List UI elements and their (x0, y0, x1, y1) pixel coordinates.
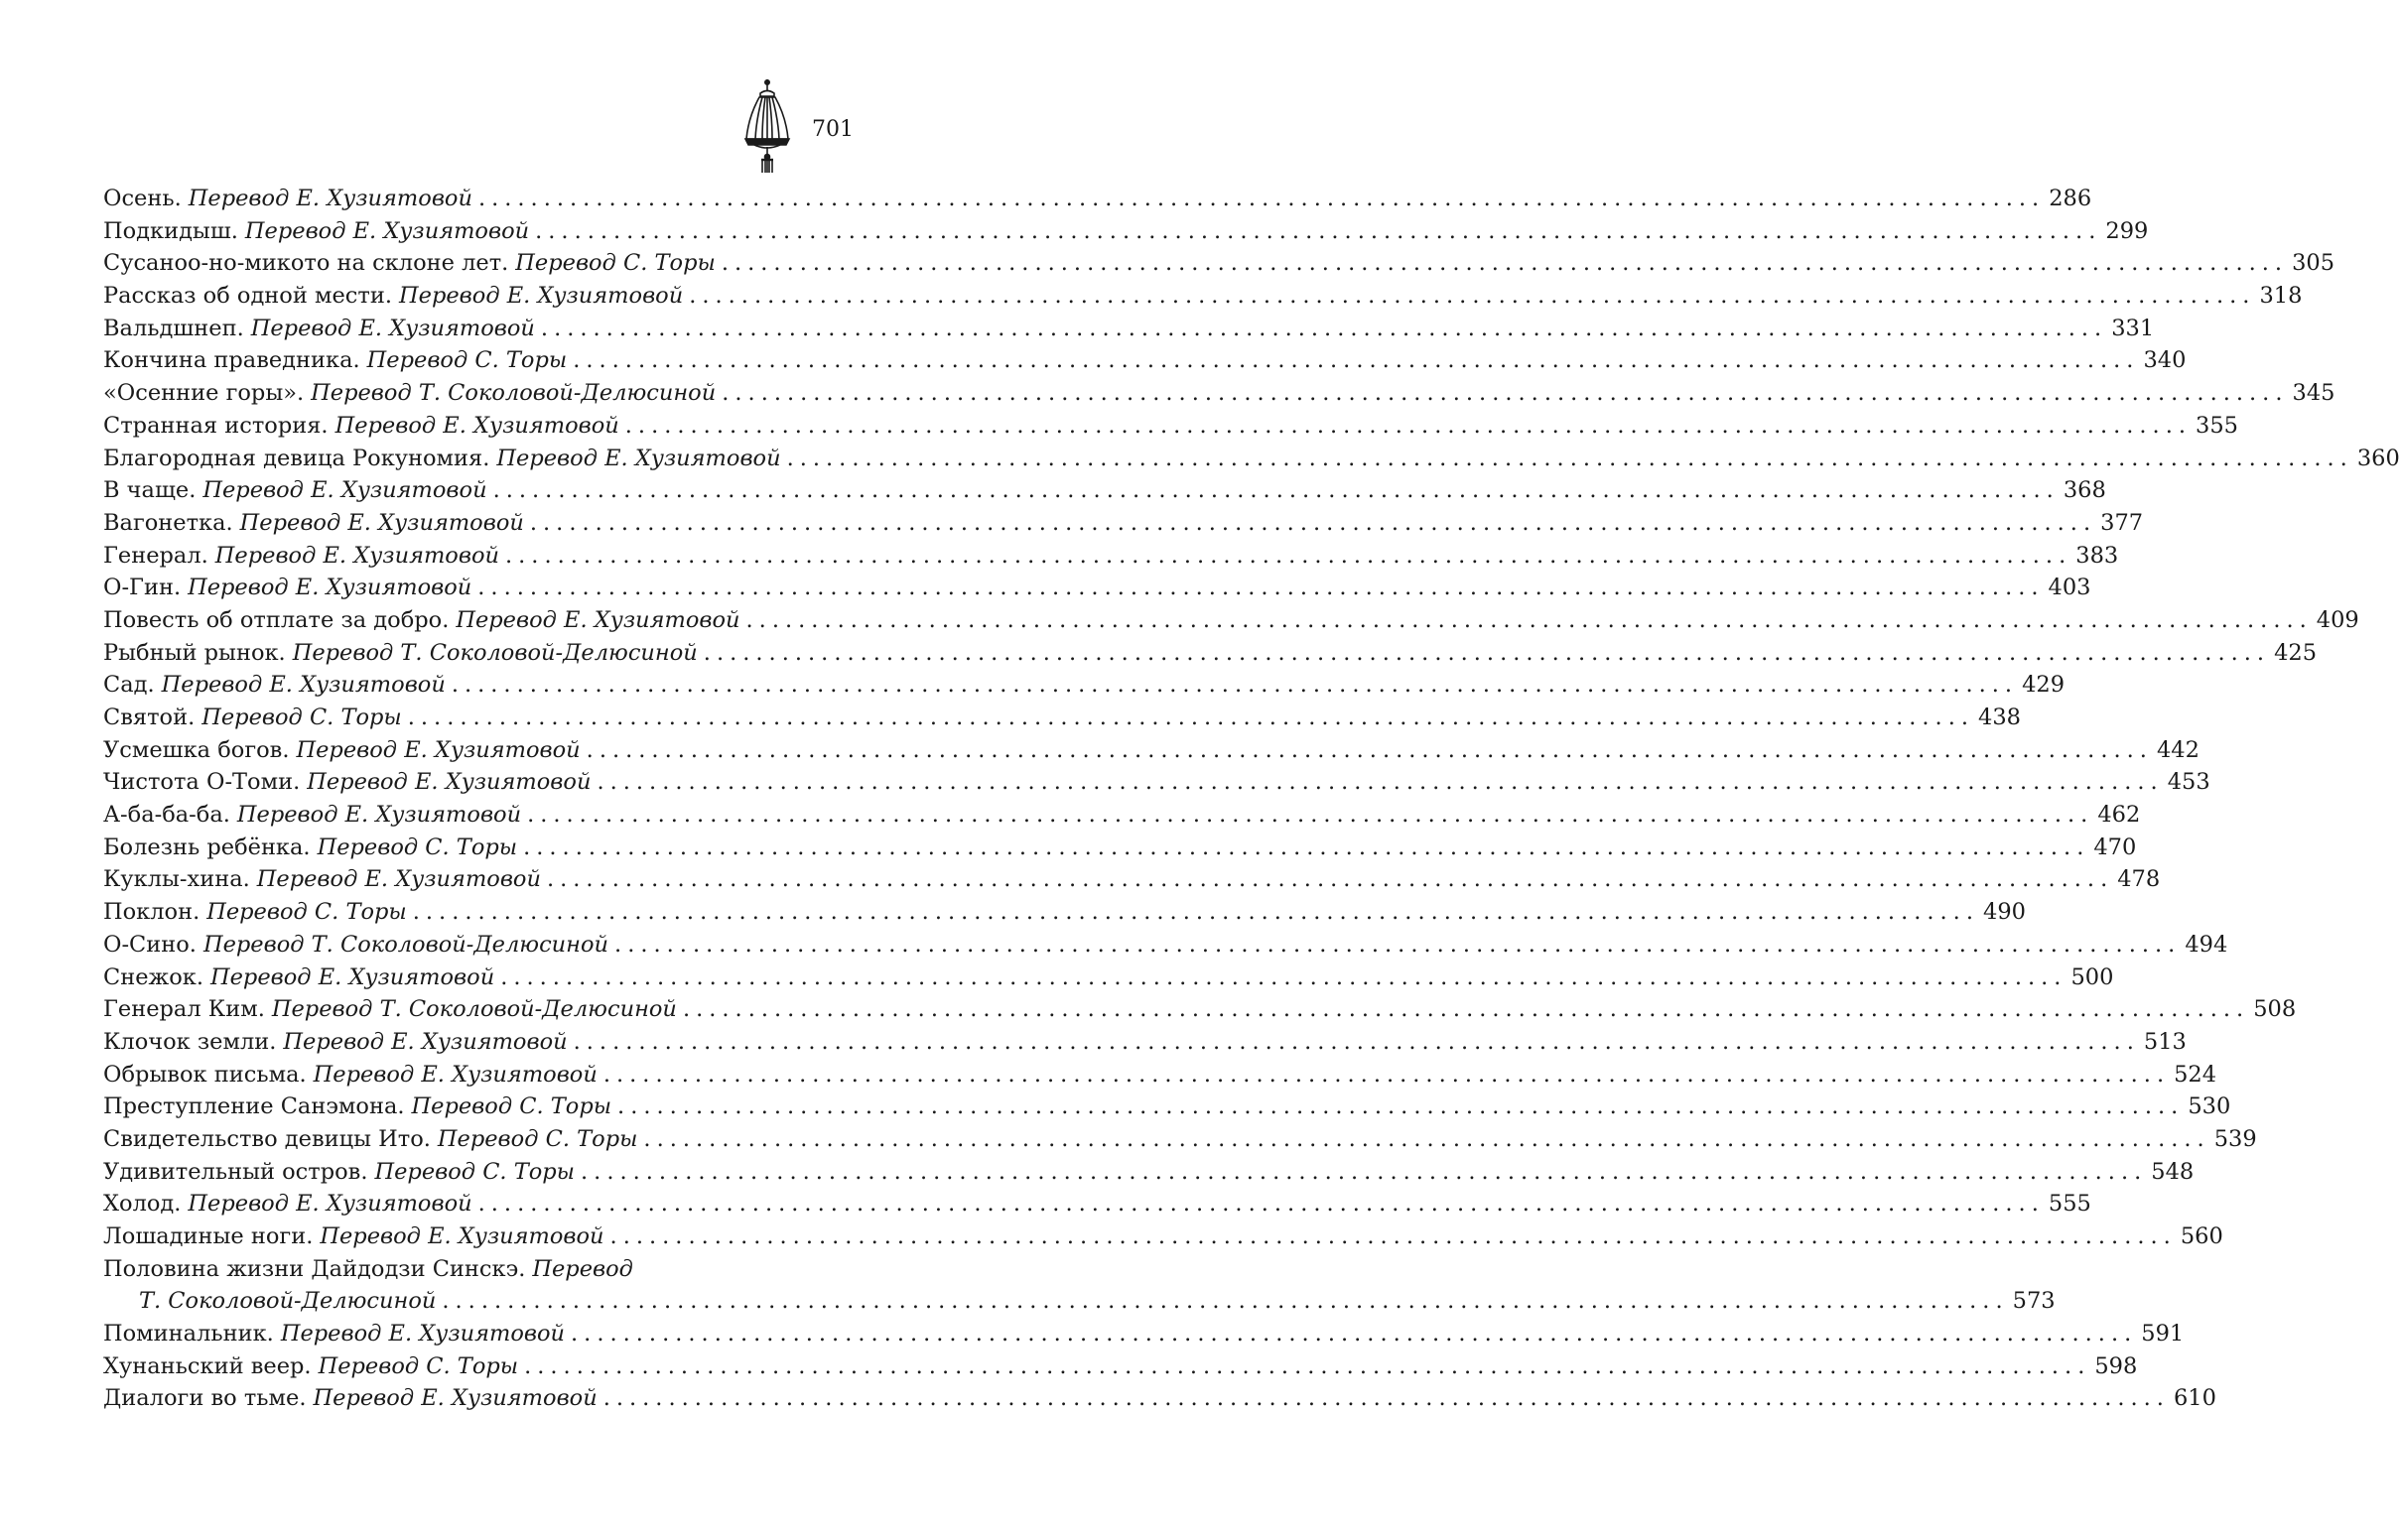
toc-entry (103, 832, 2137, 864)
toc-entry-title: «Осенние горы». (103, 380, 305, 407)
toc-entry-page: 442 (2156, 736, 2200, 763)
dot-leader: ........................................................................................................................ (624, 412, 2193, 439)
dot-leader: ........................................................................................................................ (689, 283, 2256, 310)
toc-entry-title: Хунаньский веер. (103, 1352, 312, 1379)
toc-entry (103, 929, 2228, 962)
toc-entry-translator: Перевод Е. Хузиятовой (280, 1321, 566, 1348)
toc-entry-translator: Перевод С. Торы (201, 705, 402, 730)
toc-entry-title: Удивительный остров. (103, 1158, 368, 1185)
toc-entry-title: Благородная девица Рокуномия. (103, 445, 490, 471)
toc-entry-title: Рассказ об одной мести. (103, 283, 393, 310)
toc-entry-title: Сад. (103, 672, 155, 699)
dot-leader: ........................................................................................................................ (786, 445, 2353, 471)
toc-entry (103, 313, 2155, 345)
toc-entry-translator: Перевод Е. Хузиятовой (313, 1385, 598, 1412)
toc-entry-translator: Перевод (532, 1255, 633, 1282)
toc-entry-page: 548 (2151, 1158, 2195, 1185)
toc-entry-title: Обрывок письма. (103, 1061, 307, 1088)
dot-leader: ........................................................................................................................ (477, 186, 2046, 211)
toc-entry-title: Куклы-хина. (103, 866, 250, 893)
dot-leader: ........................................................................................................................ (721, 250, 2289, 277)
toc-entry (103, 1059, 2217, 1091)
toc-entry-page: 368 (2063, 477, 2106, 504)
toc-entry-translator: Перевод Е. Хузиятовой (210, 963, 495, 990)
toc-entry (103, 799, 2141, 832)
toc-entry-title: Чистота О-Томи. (103, 769, 301, 796)
toc-entry (103, 1091, 2231, 1123)
dot-leader: ........................................................................................................................ (573, 347, 2140, 374)
dot-leader: ........................................................................................................................ (412, 899, 1979, 926)
dot-leader: ........................................................................................................................ (524, 1352, 2091, 1379)
toc-entry-page: 591 (2141, 1321, 2185, 1348)
toc-entry-page: 355 (2196, 412, 2238, 439)
toc-entry-title: Лошадиные ноги. (103, 1223, 314, 1249)
toc-entry (103, 377, 2335, 410)
toc-entry-translator: Перевод Е. Хузиятовой (202, 477, 487, 504)
toc-entry (103, 1026, 2187, 1059)
toc-entry-page: 524 (2174, 1061, 2217, 1088)
toc-entry-title: Половина жизни Дайдодзи Синскэ. (103, 1255, 526, 1282)
toc-entry-title: В чаще. (103, 477, 197, 504)
toc-entry-page: 500 (2070, 963, 2114, 990)
toc-entry-translator: Перевод Е. Хузиятовой (334, 412, 619, 439)
dot-leader: ........................................................................................................................ (682, 996, 2250, 1023)
dot-leader: ........................................................................................................................ (643, 1125, 2210, 1152)
toc-entry-page: 508 (2253, 996, 2297, 1023)
dot-leader: ........................................................................................................................ (602, 1385, 2170, 1412)
toc-entry (103, 540, 2119, 573)
toc-entry-title: О-Сино. (103, 931, 197, 958)
toc-entry-title: Генерал Ким. (103, 996, 265, 1023)
dot-leader: ........................................................................................................................ (573, 1028, 2140, 1055)
toc-entry-title: Усмешка богов. (103, 736, 290, 763)
toc-entry-page: 383 (2075, 542, 2119, 569)
toc-entry-page: 478 (2117, 866, 2161, 893)
toc-entry-page: 539 (2213, 1125, 2257, 1152)
toc-entry-translator: Перевод Е. Хузиятовой (236, 802, 522, 829)
toc-entry (103, 1285, 2056, 1318)
toc-entry-translator: Перевод Е. Хузиятовой (496, 445, 781, 471)
toc-entry (103, 1156, 2195, 1189)
toc-entry-page: 299 (2105, 217, 2149, 244)
toc-entry-title: Подкидыш. (103, 217, 238, 244)
toc-entry-page: 377 (2100, 509, 2144, 536)
toc-entry-title: Рыбный рынок. (103, 639, 286, 666)
dot-leader: ........................................................................................................................ (527, 802, 2094, 829)
dot-leader: ........................................................................................................................ (442, 1288, 2009, 1315)
dot-leader: ........................................................................................................................ (523, 834, 2090, 860)
toc-entry-translator: Перевод Е. Хузиятовой (307, 769, 592, 796)
table-of-contents (103, 183, 2400, 1415)
toc-entry-translator: Перевод С. Торы (317, 834, 518, 860)
toc-entry-page: 453 (2167, 769, 2210, 796)
toc-entry-translator: Перевод Е. Хузиятовой (161, 672, 446, 699)
toc-entry (103, 1188, 2091, 1220)
dot-leader: ........................................................................................................................ (597, 769, 2164, 796)
dot-leader: ........................................................................................................................ (451, 672, 2019, 699)
toc-entry-page: 513 (2143, 1028, 2187, 1055)
toc-entry-translator: Т. Соколовой-Делюсиной (139, 1288, 437, 1315)
dot-leader: ........................................................................................................................ (504, 542, 2072, 569)
toc-entry-translator: Перевод С. Торы (366, 347, 568, 374)
lantern-icon (742, 77, 792, 175)
dot-leader: ........................................................................................................................ (571, 1321, 2138, 1348)
toc-entry-page: 360 (2356, 445, 2400, 471)
toc-entry-translator: Перевод Е. Хузиятовой (188, 575, 472, 601)
toc-entry (103, 507, 2144, 540)
toc-entry-title: Болезнь ребёнка. (103, 834, 311, 860)
dot-leader: ........................................................................................................................ (745, 606, 2313, 633)
toc-entry-title: Вагонетка. (103, 509, 233, 536)
toc-entry-translator: Перевод Е. Хузиятовой (296, 736, 581, 763)
toc-entry-translator: Перевод С. Торы (515, 250, 716, 277)
toc-entry-translator: Перевод Е. Хузиятовой (239, 509, 524, 536)
dot-leader: ........................................................................................................................ (535, 217, 2102, 244)
toc-entry-title: А-ба-ба-ба. (103, 802, 230, 829)
dot-leader: ........................................................................................................................ (586, 736, 2153, 763)
toc-entry-page: 409 (2316, 606, 2359, 633)
toc-entry-translator: Перевод Е. Хузиятовой (399, 283, 684, 310)
toc-entry-title: Поминальник. (103, 1321, 274, 1348)
toc-entry (103, 702, 2021, 734)
toc-entry-title: Снежок. (103, 963, 203, 990)
toc-entry-translator: Перевод Т. Соколовой-Делюсиной (271, 996, 677, 1023)
toc-entry-title: Вальдшнеп. (103, 315, 244, 341)
toc-entry (103, 1350, 2138, 1383)
toc-entry-page: 438 (1978, 705, 2021, 730)
toc-entry-page: 598 (2094, 1352, 2138, 1379)
toc-entry-translator: Перевод Т. Соколовой-Делюсиной (292, 639, 698, 666)
toc-entry-page: 462 (2097, 802, 2141, 829)
toc-entry-translator: Перевод Е. Хузиятовой (456, 606, 740, 633)
toc-entry (103, 247, 2335, 280)
toc-entry-title: Поклон. (103, 899, 200, 926)
toc-entry-page: 530 (2188, 1093, 2231, 1120)
toc-entry (103, 443, 2400, 475)
dot-leader: ........................................................................................................................ (492, 477, 2060, 504)
toc-entry-page: 555 (2048, 1191, 2091, 1218)
toc-entry-title: Клочок земли. (103, 1028, 277, 1055)
toc-entry-translator: Перевод С. Торы (206, 899, 407, 926)
toc-entry-translator: Перевод Т. Соколовой-Делюсиной (202, 931, 609, 958)
toc-entry-title: Генерал. (103, 542, 208, 569)
toc-entry-translator: Перевод Е. Хузиятовой (320, 1223, 604, 1249)
dot-leader: ........................................................................................................................ (614, 931, 2182, 958)
toc-entry-page: 318 (2259, 283, 2303, 310)
toc-entry-title: Осень. (103, 186, 182, 211)
toc-entry-title: О-Гин. (103, 575, 182, 601)
dot-leader: ........................................................................................................................ (477, 1191, 2045, 1218)
toc-entry-translator: Перевод Е. Хузиятовой (256, 866, 541, 893)
dot-leader: ........................................................................................................................ (500, 963, 2067, 990)
toc-entry-title: Повесть об отплате за добро. (103, 606, 450, 633)
toc-entry (103, 410, 2238, 443)
toc-entry-page: 340 (2143, 347, 2187, 374)
toc-entry-title: Холод. (103, 1191, 182, 1218)
toc-entry-translator: Перевод Е. Хузиятовой (283, 1028, 568, 1055)
toc-entry-page: 560 (2180, 1223, 2223, 1249)
toc-entry-translator: Перевод Е. Хузиятовой (214, 542, 499, 569)
toc-entry-page: 345 (2292, 380, 2335, 407)
toc-entry-translator: Перевод Е. Хузиятовой (250, 315, 535, 341)
toc-entry (103, 766, 2210, 799)
dot-leader: ........................................................................................................................ (581, 1158, 2148, 1185)
toc-entry (103, 604, 2359, 637)
toc-entry-translator: Перевод Е. Хузиятовой (188, 1191, 472, 1218)
toc-entry (103, 183, 2092, 215)
toc-entry-page: 286 (2049, 186, 2092, 211)
toc-entry-title: Преступление Санэмона. (103, 1093, 405, 1120)
dot-leader: ........................................................................................................................ (407, 705, 1975, 730)
dot-leader: ........................................................................................................................ (602, 1061, 2171, 1088)
toc-entry-translator: Перевод Е. Хузиятовой (188, 186, 472, 211)
toc-entry-title: Святой. (103, 705, 196, 730)
toc-entry-page: 573 (2012, 1288, 2056, 1315)
toc-entry-translator: Перевод Е. Хузиятовой (244, 217, 530, 244)
page-number: 701 (812, 117, 854, 142)
toc-entry (103, 1123, 2257, 1156)
toc-entry-page: 490 (1983, 899, 2026, 926)
dot-leader: ........................................................................................................................ (609, 1223, 2177, 1249)
toc-entry-page: 425 (2274, 639, 2318, 666)
dot-leader: ........................................................................................................................ (529, 509, 2097, 536)
toc-entry (103, 572, 2091, 604)
toc-entry (103, 474, 2106, 507)
toc-entry (103, 215, 2149, 248)
toc-entry-page: 403 (2048, 575, 2091, 601)
toc-entry-page: 305 (2292, 250, 2335, 277)
toc-entry-title: Странная история. (103, 412, 329, 439)
toc-entry (103, 993, 2297, 1026)
toc-entry (103, 734, 2200, 767)
toc-entry (103, 669, 2066, 702)
toc-entry (103, 1318, 2185, 1350)
dot-leader: ........................................................................................................................ (546, 866, 2114, 893)
toc-entry-page: 470 (2093, 834, 2137, 860)
toc-entry-page: 494 (2185, 931, 2228, 958)
toc-entry (103, 344, 2187, 377)
dot-leader: ........................................................................................................................ (617, 1093, 2185, 1120)
page-header (734, 77, 883, 177)
toc-entry-title: Свидетельство девицы Ито. (103, 1125, 431, 1152)
toc-entry-page: 610 (2173, 1385, 2216, 1412)
toc-entry-translator: Перевод С. Торы (374, 1158, 576, 1185)
dot-leader: ........................................................................................................................ (540, 315, 2108, 341)
toc-entry (103, 896, 2026, 929)
toc-entry (103, 962, 2114, 994)
toc-entry-title: Кончина праведника. (103, 347, 360, 374)
toc-entry (103, 863, 2161, 896)
toc-entry (103, 637, 2318, 670)
dot-leader: ........................................................................................................................ (722, 380, 2289, 407)
toc-entry-translator: Перевод Е. Хузиятовой (313, 1061, 598, 1088)
toc-entry (103, 280, 2303, 313)
toc-entry-title: Сусаноо-но-микото на склоне лет. (103, 250, 509, 277)
dot-leader: ........................................................................................................................ (703, 639, 2271, 666)
toc-entry-page: 429 (2022, 672, 2066, 699)
toc-entry-translator: Перевод Т. Соколовой-Делюсиной (311, 380, 717, 407)
dot-leader: ........................................................................................................................ (477, 575, 2045, 601)
toc-entry-translator: Перевод С. Торы (437, 1125, 638, 1152)
toc-entry (103, 1220, 2223, 1253)
toc-entry (103, 1382, 2216, 1415)
toc-entry-translator: Перевод С. Торы (411, 1093, 612, 1120)
toc-entry-title: Диалоги во тьме. (103, 1385, 307, 1412)
toc-entry-translator: Перевод С. Торы (318, 1352, 519, 1379)
toc-entry-page: 331 (2111, 315, 2155, 341)
toc-entry (103, 1253, 848, 1286)
